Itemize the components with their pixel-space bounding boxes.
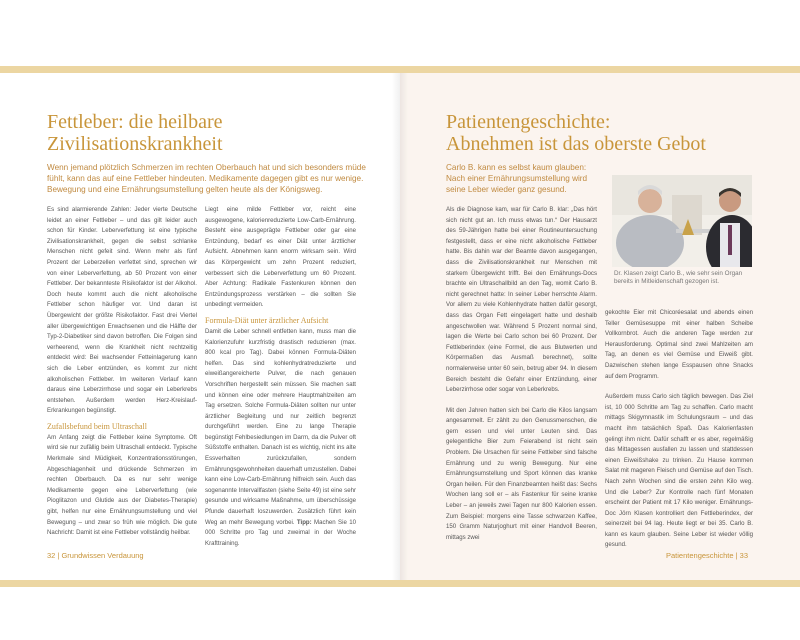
left-col1-paragraph-2: Am Anfang zeigt die Fettleber keine Symptome. Oft wird sie nur zufällig beim Ultraschall entdeckt. Typische Merkmale sind Müdigkeit, Konzentrationsstörungen, Abgeschlagenheit und drückende Schmerzen im rechten Oberbauch. Da es nur sehr wenige Medikamente gegen eine Leberverfettung (wie Pioglitazon und Glutide aus der Diabetes-Therapie) gibt, helfen nur eine Ernährungsumstellung und viel Bewegung – und zwar so früh wie möglich. Die gute Nachricht: Damit ist eine Fettleber vollständig heilbar. <box>47 433 197 537</box>
patient-doctor-photo <box>612 175 752 267</box>
bottom-band <box>0 580 800 587</box>
left-page-title <box>47 111 387 155</box>
photo-caption: Dr. Klasen zeigt Carlo B., wie sehr sein Organ bereits in Mitleidenschaft gezogen ist. <box>614 270 743 286</box>
right-column-2 <box>605 308 753 551</box>
right-page-footer: Patientengeschichte | 33 <box>666 551 749 560</box>
left-col2-paragraph-2-text: Damit die Leber schnell entfetten kann, muss man die Kalorienzufuhr kurzfristig drastisch reduzieren (max. 800 kcal pro Tag). Dabei können Formula-Diäten helfen. Das sind kohlenhydratreduzierte und eiweißangereicherte Pulver, die nach genauen Vorschriften hergestellt sein müssen. Sie machen satt und können eine oder mehrere Hauptmahlzeiten am Tag ersetzen. Solche Formula-Diäten sollten nur unter ärztlicher Begleitung und nur zeitlich begrenzt durchgeführt werden. Eine zu lange Therapie begünstigt Fehlbesiedlungen im Darm, da die Pulver oft Süßstoffe enthalten. Danach ist es wichtig, nicht ins alte Essverhalten zurückzufallen, sondern Ernährungsgewohnheiten dauerhaft umzustellen. Dabei kann eine Low-Carb-Ernährung hilfreich sein. Auch das sogenannte Intervallfasten (siehe Seite 49) ist eine sehr gesunde und wirksame Maßnahme, um überschüssige Pfunde dauerhaft loszuwerden. Zusätzlich führt kein Weg an mehr Bewegung vorbei. <box>205 327 356 526</box>
left-col2-paragraph-2 <box>205 327 356 549</box>
left-page-footer: 32 | Grundwissen Verdauung <box>47 551 144 560</box>
right-page-title <box>446 111 786 155</box>
tip-text: Machen Sie 10 000 Schritte pro Tag und zweimal in der Woche Krafttraining. <box>205 518 356 547</box>
right-lead-text: Carlo B. kann es selbst kaum glauben: Nach einer Ernährungsumstellung wird seine Leber wieder ganz gesund. <box>446 163 588 194</box>
left-column-2 <box>205 205 356 549</box>
right-column-1 <box>446 205 597 543</box>
right-col2-paragraph-2: Außerdem muss Carlo sich täglich bewegen. Das Ziel ist, 10 000 Schritte am Tag zu schaffen. Carlo macht mittags Skigymnastik im Schulungsraum – und das macht ihm tatsächlich Spaß. Das Kalorienfasten gelingt ihm nicht. Dafür schafft er es aber, regelmäßig das Mittagessen ausfallen zu lassen und stattdessen einen Eiweißshake zu trinken. Zu Hause kommen Salat mit mageren Fleisch und Gemüse auf den Tisch. Nach zehn Wochen sind die ersten zehn Kilo weg. Und die Leber? Zur Kontrolle nach fünf Monaten erscheint der Patient mit 17 Kilo weniger. Ernährungs-Doc Jörn Klasen kontrolliert den Fettleberindex, der seinerzeit bei 94 lag. Heute liegt er bei 35. Carlo B. kann es kaum glauben. Seine Leber ist wieder völlig gesund. <box>605 393 753 549</box>
top-band <box>0 66 800 73</box>
right-col2-paragraph-1: gekochte Eier mit Chicoréesalat und abends einen Teller Gemüsesuppe mit einer halben Scheibe Vollkornbrot. Auch die anderen Tage werden zur Herausforderung. Optimal sind zwei Mahlzeiten am Tag, an denen es viel Gemüse und Eiweiß gibt. Dazwischen stehen lange Esspausen ohne Snacks auf dem Programm. <box>605 309 753 380</box>
left-title-line1: Fettleber: die heilbare <box>47 111 223 133</box>
right-title-line2: Abnehmen ist das oberste Gebot <box>446 133 706 155</box>
left-col2-subheading: Formula-Diät unter ärztlicher Aufsicht <box>205 315 329 325</box>
left-lead-text: Wenn jemand plötzlich Schmerzen im rechten Oberbauch hat und sich besonders müde fühlt, kann das auf eine Fettleber hindeuten. Medikamente dagegen gibt es nur wenige. Bewegung und eine Ernährungsumstellung gelten heute als der Königsweg. <box>47 163 366 194</box>
book-gutter <box>392 73 408 580</box>
tip-label: Tipp: <box>296 518 312 526</box>
right-col1-paragraph-2: Mit den Jahren hatten sich bei Carlo die Kilos langsam angesammelt. Er zählt zu den Genussmenschen, die gern essen und viel unter Leuten sind. Das gelegentliche Bier zum Feierabend ist nicht sein Problem. Die Ursachen für seine Fettleber sind falsche Ernährung und zu wenig Bewegung. Nur eine Ernährungsumstellung und Sport können das kranke Organ heilen. Für den Finanzbeamten heißt das: Sechs Wochen lang soll er – als Fastenkur für seine kranke Leber – an jeweils zwei Tagen nur 800 Kalorien essen. Zum Beispiel: morgens eine Tasse schwarzen Kaffee, 150 Gramm Naturjoghurt mit einer Handvoll Beeren, mittags zwei <box>446 406 597 541</box>
left-col1-subheading: Zufallsbefund beim Ultraschall <box>47 421 147 431</box>
left-title-line2: Zivilisationskrankheit <box>47 133 223 155</box>
left-column-1 <box>47 205 197 539</box>
right-title-line1: Patientengeschichte: <box>446 111 611 133</box>
left-col1-paragraph-1: Es sind alarmierende Zahlen: Jeder vierte Deutsche leidet an einer Fettleber – und das gilt leider auch schon für Kinder. Leberverfettung ist eine typische Zivilisationskrankheit, gegen die selbst schlanke Menschen nicht gefeit sind. Wenn mehr als fünf Prozent der Leberzellen verfettet sind, sprechen wir von einer Leberverfettung, ab 50 Prozent von einer Fettleber. Der bekannteste Risikofaktor ist der Alkohol. Doch heute kommt auch die nicht alkoholische Fettleber schon häufiger vor. Und daran ist Übergewicht der größte Risikofaktor. Fast drei Viertel aller übergewichtigen Erwachsenen und die Hälfte der Typ-2-Diabetiker sind davon betroffen. Die Folgen sind verheerend, wenn die Krankheit nicht rechtzeitig entdeckt wird: Bei wachsender Fetteinlagerung kann sich die Leber entzünden, es kommt zur nicht alkoholischen Fettleber. Im weiteren Verlauf kann daraus eine Leberzirrhose und sogar ein Leberkrebs entstehen. Außerdem werden Herz-Kreislauf-Erkrankungen begünstigt. <box>47 206 197 415</box>
right-col1-paragraph-1: Als die Diagnose kam, war für Carlo B. klar: „Das hört sich nicht gut an. Ich muss etwas tun.“ Der Hausarzt des 59-Jährigen hatte bei einer Routineuntersuchung festgestellt, dass er eine nicht alkoholische Fettleber hatte. Bis dahin war der Beamte davon ausgegangen, dass die Zivilisationskrankheit nur Menschen mit starkem Übergewicht trifft. Bei den Ernährungs-Docs brachte ein Ultraschallbild an den Tag, womit Carlo B. nicht gerechnet hatte: In seiner Leber herrschte Alarm. Vor allem zu viele Kohlenhydrate hatten dafür gesorgt, dass das Organ Fett eingelagert hatte und deshalb angeschwollen war. Während 5 Prozent normal sind, lagen die Werte bei Carlo schon bei 60 Prozent. Der Fettleberindex (eine Formel, die aus Blutwerten und Körpermaßen das Ausmaß berechnet), sollte normalerweise unter 60 sein, betrug aber 94. In diesem Bereich besteht die Gefahr einer Entzündung, einer Leberzirrhose oder sogar von Leberkrebs. <box>446 206 597 394</box>
photo-illustration <box>612 175 752 267</box>
left-col2-paragraph-1: Liegt eine milde Fettleber vor, reicht eine ausgewogene, kalorienreduzierte Low-Carb-Ernährung. Besteht eine ausgeprägte Fettleber oder gar eine Entzündung, bedarf es einer Diät unter ärztlicher Aufsicht. Abnehmen kann enorm wirksam sein. Wird das Körpergewicht um zehn Prozent reduziert, verbessert sich die Leberverfettung um 60 Prozent. Aber Achtung: Radikale Fastenkuren können den Entzündungsprozess verstärken – die sollten Sie unbedingt vermeiden. <box>205 206 356 309</box>
